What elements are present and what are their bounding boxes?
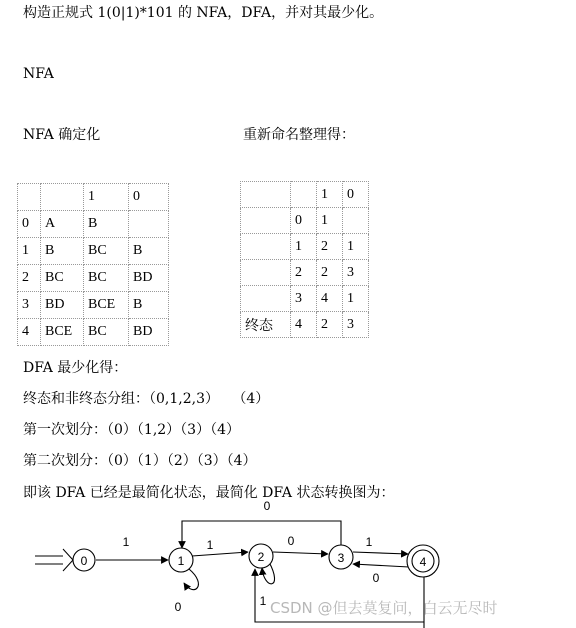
- table-cell: 3: [343, 312, 369, 338]
- edge-4-to-3: [353, 564, 409, 567]
- start-arrow: [35, 549, 73, 571]
- table-cell: 1: [291, 234, 317, 260]
- state-4-label: 4: [419, 555, 427, 569]
- table-cell: B: [129, 292, 169, 319]
- problem-title: 构造正规式 1(0|1)*101 的 NFA，DFA，并对其最少化。: [23, 5, 384, 21]
- table-cell: B: [129, 238, 169, 265]
- table-cell: BC: [84, 265, 129, 292]
- partition-initial: 终态和非终态分组：（0,1,2,3） （4）: [23, 391, 270, 407]
- edge-1-self-loop: [184, 569, 198, 590]
- edge-3-to-4: [353, 552, 408, 554]
- table-cell: 4: [317, 286, 343, 312]
- minimization-title: DFA 最少化得：: [23, 360, 128, 376]
- table-cell: 4: [291, 312, 317, 338]
- edge-label-4-3: 0: [372, 571, 380, 585]
- state-3-label: 3: [337, 551, 345, 565]
- conclusion-text: 即该 DFA 已经是最简化状态，最简化 DFA 状态转换图为：: [23, 485, 395, 501]
- edge-label-3-4: 1: [365, 535, 373, 549]
- edge-label-1-self: 0: [174, 600, 182, 614]
- state-0-label: 0: [80, 554, 88, 568]
- partition-first: 第一次划分：（0）（1,2）（3）（4）: [23, 422, 240, 438]
- state-2-label: 2: [257, 550, 265, 564]
- table-cell: BD: [41, 292, 84, 319]
- edge-label-2-self: 1: [259, 594, 267, 608]
- table-cell: 1: [317, 182, 343, 208]
- edge-label-2-3: 0: [287, 534, 295, 548]
- table-cell: 2: [317, 260, 343, 286]
- table-cell: 1: [84, 184, 129, 211]
- table-cell: 1: [343, 286, 369, 312]
- table-cell: 4: [18, 319, 41, 346]
- table-cell: B: [41, 238, 84, 265]
- table-cell: BCE: [41, 319, 84, 346]
- table-cell: BC: [84, 319, 129, 346]
- watermark: CSDN @但去莫复问，白云无尽时: [270, 599, 498, 617]
- heading-nfa: NFA: [23, 66, 54, 82]
- edge-label-1-2: 1: [206, 538, 214, 552]
- table-cell: A: [41, 211, 84, 238]
- partition-second: 第二次划分：（0）（1）（2）（3）（4）: [23, 453, 257, 469]
- heading-renamed: 重新命名整理得：: [243, 127, 355, 143]
- table-cell: BD: [129, 265, 169, 292]
- table-cell: BCE: [84, 292, 129, 319]
- edge-1-to-2: [192, 552, 248, 556]
- table-cell: 0: [18, 211, 41, 238]
- table-cell: 1: [317, 208, 343, 234]
- edge-label-3-1: 0: [263, 499, 271, 513]
- edge-2-to-3: [273, 552, 328, 554]
- table-cell: 0: [291, 208, 317, 234]
- table-cell: 3: [291, 286, 317, 312]
- table-cell: 3: [343, 260, 369, 286]
- table-cell: 2: [291, 260, 317, 286]
- table-cell: BC: [84, 238, 129, 265]
- edge-label-0-1: 1: [122, 535, 130, 549]
- table-cell: BC: [41, 265, 84, 292]
- table-cell: B: [84, 211, 129, 238]
- table-cell: BD: [129, 319, 169, 346]
- table-cell: 0: [343, 182, 369, 208]
- table-cell: 1: [343, 234, 369, 260]
- heading-nfa-determinization: NFA 确定化: [23, 127, 101, 143]
- state-1-label: 1: [177, 554, 185, 568]
- table-cell: 0: [129, 184, 169, 211]
- table-cell: 1: [18, 238, 41, 265]
- table-cell: 2: [317, 234, 343, 260]
- table-cell: 终态: [241, 312, 291, 338]
- table-cell: 2: [317, 312, 343, 338]
- table-cell: 2: [18, 265, 41, 292]
- table-cell: 3: [18, 292, 41, 319]
